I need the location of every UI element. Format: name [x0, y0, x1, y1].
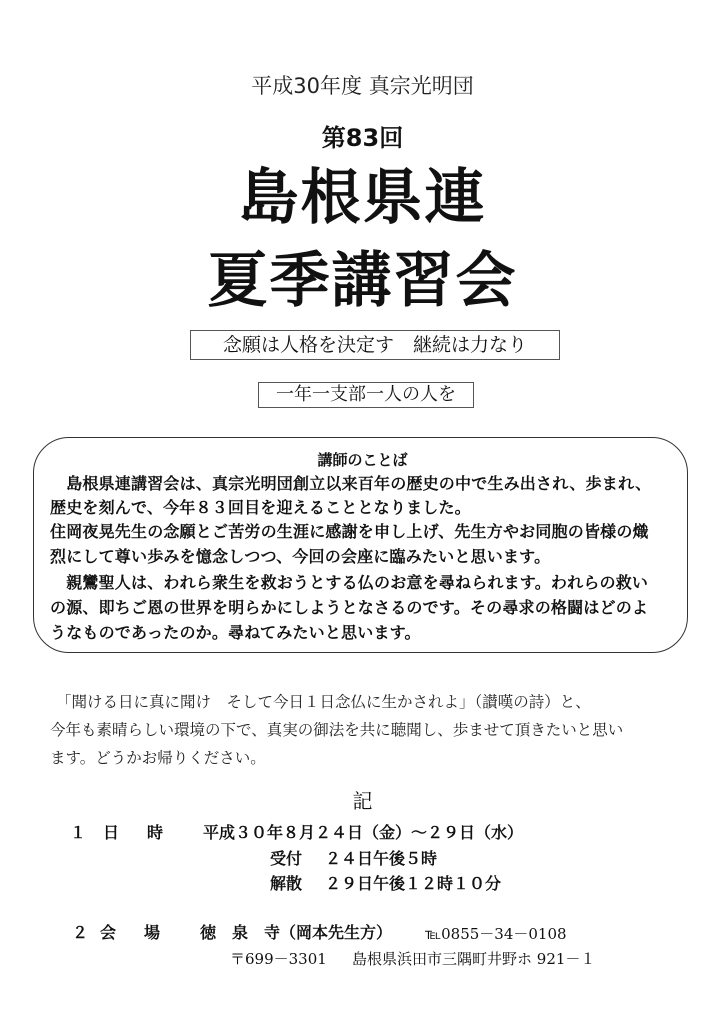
edition-label: 第83回: [321, 124, 404, 152]
dismissal-time: ２９日午後１２時１０分: [325, 874, 502, 893]
schedule-dates: 平成３０年８月２４日（金）～２９日（水）: [203, 823, 524, 842]
schedule-number: １: [70, 823, 87, 842]
organizer-subtitle: 平成30年度 真宗光明団: [251, 74, 474, 98]
venue-name: 徳 泉 寺（岡本先生方）: [200, 923, 393, 942]
message-line: 烈にして尊い歩みを憶念しつつ、今回の会座に臨みたいと思います。: [50, 547, 551, 566]
dismissal-label: 解散: [270, 874, 303, 893]
reception-time: ２４日午後５時: [325, 849, 438, 868]
message-line: の源、即ちご恩の世界を明らかにしようとなさるのです。その尋求の格闘はどのよ: [50, 598, 649, 617]
notice-heading-ki: 記: [352, 789, 373, 813]
motto-secondary-box: 一年一支部一人の人を: [258, 382, 474, 408]
page-title-line2: 夏季講習会: [207, 246, 518, 316]
motto-primary-box: 念願は人格を決定す 継続は力なり: [190, 330, 560, 360]
intro-line: 「聞ける日に真に聞け そして今日１日念仏に生かされよ」（讃嘆の詩）と、: [56, 693, 591, 711]
venue-label: 会 場: [100, 923, 167, 942]
message-line: 親鸞聖人は、われら衆生を救おうとする仏のお意を尋ねられます。われらの救い: [50, 573, 649, 592]
venue-postal-code: 〒699－3301: [230, 950, 327, 968]
lecturer-message-heading: 講師のことば: [317, 451, 408, 469]
venue-phone: ℡0855－34－0108: [425, 925, 567, 943]
message-line: うなものであったのか。尋ねてみたいと思います。: [50, 623, 421, 642]
venue-number: ２: [72, 923, 89, 942]
venue-address: 島根県浜田市三隅町井野ホ 921－１: [352, 950, 596, 968]
schedule-label: 日 時: [103, 823, 170, 842]
intro-line: ます。どうかお帰りください。: [50, 749, 266, 767]
message-line: 歴史を刻んで、今年８３回目を迎えることとなりました。: [50, 498, 471, 517]
message-line: 島根県連講習会は、真宗光明団創立以来百年の歴史の中で生み出され、歩まれ、: [50, 474, 652, 493]
intro-line: 今年も素晴らしい環境の下で、真実の御法を共に聴聞し、歩ませて頂きたいと思い: [50, 721, 624, 739]
message-line: 住岡夜晃先生の念願とご苦労の生涯に感謝を申し上げ、先生方やお同胞の皆様の熾: [50, 522, 649, 541]
reception-label: 受付: [270, 849, 303, 868]
page-title-line1: 島根県連: [238, 163, 487, 233]
